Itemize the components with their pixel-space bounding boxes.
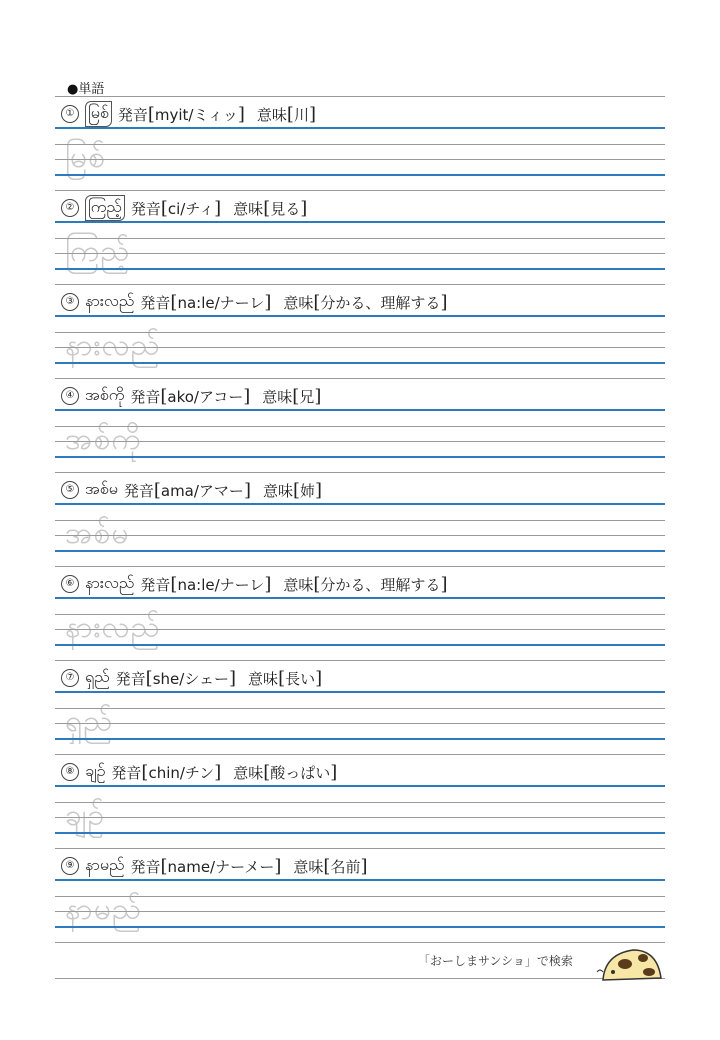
guide-rule xyxy=(55,896,665,897)
meaning-value: 分かる、理解する xyxy=(320,575,441,594)
entry-header xyxy=(61,477,322,503)
entry-word: အစ်ကို xyxy=(85,385,125,404)
blue-rule xyxy=(55,409,665,411)
entry-header xyxy=(61,571,447,597)
bracket-close: ] xyxy=(330,761,338,783)
guide-rule xyxy=(55,520,665,521)
blue-rule xyxy=(55,926,665,928)
guide-rule xyxy=(55,708,665,709)
gray-rule xyxy=(55,754,665,755)
pron-label: 発音 xyxy=(117,105,148,124)
gray-rule xyxy=(55,848,665,849)
guide-rule xyxy=(55,817,665,818)
blue-rule xyxy=(55,691,665,693)
trace-word: အစ်မ xyxy=(65,516,130,551)
trace-word: အစ်ကို xyxy=(65,422,142,457)
blue-rule xyxy=(55,550,665,552)
guide-rule xyxy=(55,159,665,160)
meaning-value: 兄 xyxy=(299,387,315,406)
entry-number: ⑨ xyxy=(61,857,79,875)
bracket-close: ] xyxy=(243,479,251,501)
meaning-value: 酸っぱい xyxy=(270,763,331,782)
pron-label: 発音 xyxy=(140,293,171,312)
bracket-open: [ xyxy=(286,103,294,125)
blue-rule xyxy=(55,597,665,599)
bracket-close: ] xyxy=(314,385,322,407)
pron-value: name/ナーメー xyxy=(167,857,275,876)
guide-rule xyxy=(55,332,665,333)
gray-rule xyxy=(55,978,665,979)
entry-word: ရှည် xyxy=(85,667,110,686)
blue-rule xyxy=(55,174,665,176)
entry-header xyxy=(61,289,447,315)
trace-word: ရှည် xyxy=(65,704,114,739)
gray-rule xyxy=(55,190,665,191)
blue-rule xyxy=(55,879,665,881)
blue-rule xyxy=(55,785,665,787)
guide-rule xyxy=(55,426,665,427)
blue-rule xyxy=(55,832,665,834)
pron-value: na:le/ナーレ xyxy=(177,293,265,312)
entry-header xyxy=(61,853,367,879)
bracket-open: [ xyxy=(160,197,168,219)
mascot-icon xyxy=(595,942,665,984)
blue-rule xyxy=(55,315,665,317)
bracket-open: [ xyxy=(263,197,271,219)
meaning-label: 意味 xyxy=(256,105,287,124)
guide-rule xyxy=(55,238,665,239)
entry-header xyxy=(61,101,316,127)
bracket-open: [ xyxy=(313,291,321,313)
entry-header xyxy=(61,195,307,221)
blue-rule xyxy=(55,738,665,740)
bracket-open: [ xyxy=(170,573,178,595)
meaning-value: 長い xyxy=(285,669,316,688)
entry-word: နားလည် xyxy=(85,291,135,310)
meaning-value: 見る xyxy=(270,199,301,218)
gray-rule xyxy=(55,660,665,661)
guide-rule xyxy=(55,144,665,145)
entry-number: ⑤ xyxy=(61,481,79,499)
entry-header xyxy=(61,665,322,691)
blue-rule xyxy=(55,644,665,646)
gray-rule xyxy=(55,284,665,285)
bracket-open: [ xyxy=(153,479,161,501)
pron-label: 発音 xyxy=(115,669,146,688)
pron-value: ci/チィ xyxy=(167,199,215,218)
blue-rule xyxy=(55,503,665,505)
gray-rule xyxy=(55,566,665,567)
bracket-close: ] xyxy=(214,197,222,219)
meaning-label: 意味 xyxy=(248,669,279,688)
blue-rule xyxy=(55,362,665,364)
bracket-open: [ xyxy=(263,761,271,783)
pron-value: chin/チン xyxy=(148,763,215,782)
meaning-value: 名前 xyxy=(330,857,361,876)
meaning-label: 意味 xyxy=(233,763,264,782)
bracket-open: [ xyxy=(170,291,178,313)
meaning-label: 意味 xyxy=(283,575,314,594)
meaning-label: 意味 xyxy=(283,293,314,312)
meaning-label: 意味 xyxy=(262,481,293,500)
bracket-close: ] xyxy=(243,385,251,407)
guide-rule xyxy=(55,802,665,803)
bracket-close: ] xyxy=(274,855,282,877)
guide-rule xyxy=(55,911,665,912)
entry-number: ⑦ xyxy=(61,669,79,687)
entry-word: ချဉ် xyxy=(85,761,106,780)
trace-word: နားလည် xyxy=(65,328,161,363)
gray-rule xyxy=(55,378,665,379)
bracket-open: [ xyxy=(145,667,153,689)
trace-word: ကြည့် xyxy=(65,234,131,269)
trace-word: မြစ် xyxy=(65,140,107,175)
bracket-close: ] xyxy=(315,667,323,689)
bracket-close: ] xyxy=(440,573,448,595)
entry-word: အစ်မ xyxy=(85,479,118,498)
bracket-open: [ xyxy=(147,103,155,125)
bracket-open: [ xyxy=(160,855,168,877)
meaning-label: 意味 xyxy=(293,857,324,876)
bracket-open: [ xyxy=(323,855,331,877)
blue-rule xyxy=(55,127,665,129)
gray-rule xyxy=(55,942,665,943)
trace-word: ချဉ် xyxy=(65,798,106,833)
bracket-close: ] xyxy=(360,855,368,877)
entry-word: ကြည့် xyxy=(85,195,125,221)
bracket-open: [ xyxy=(292,479,301,501)
pron-label: 発音 xyxy=(130,857,161,876)
gray-rule xyxy=(55,472,665,473)
footer-search-text: 「おーしまサンショ」で検索 xyxy=(418,954,573,968)
pron-label: 発音 xyxy=(130,199,161,218)
guide-rule xyxy=(55,535,665,536)
bracket-close: ] xyxy=(264,573,272,595)
entry-number: ② xyxy=(61,199,79,217)
guide-rule xyxy=(55,253,665,254)
entry-header xyxy=(61,383,321,409)
entry-number: ⑥ xyxy=(61,575,79,593)
entry-word: နာမည် xyxy=(85,855,125,874)
bracket-close: ] xyxy=(300,197,308,219)
bracket-close: ] xyxy=(308,103,316,125)
pron-label: 発音 xyxy=(123,481,154,500)
meaning-label: 意味 xyxy=(262,387,293,406)
bracket-close: ] xyxy=(237,103,245,125)
pron-value: na:le/ナーレ xyxy=(177,575,265,594)
bracket-close: ] xyxy=(315,479,323,501)
pron-value: myit/ミィッ xyxy=(154,105,238,124)
guide-rule xyxy=(55,347,665,348)
bracket-close: ] xyxy=(229,667,237,689)
blue-rule xyxy=(55,268,665,270)
blue-rule xyxy=(55,456,665,458)
entry-number: ① xyxy=(61,105,79,123)
meaning-value: 分かる、理解する xyxy=(320,293,441,312)
bracket-close: ] xyxy=(264,291,272,313)
entry-word: မြစ် xyxy=(85,101,112,127)
guide-rule xyxy=(55,614,665,615)
bracket-open: [ xyxy=(160,385,168,407)
pron-value: ako/アコー xyxy=(167,387,244,406)
entry-number: ③ xyxy=(61,293,79,311)
trace-word: နာမည် xyxy=(65,892,143,927)
bracket-close: ] xyxy=(214,761,222,783)
bracket-close: ] xyxy=(440,291,448,313)
meaning-value: 川 xyxy=(293,105,309,124)
pron-value: ama/アマー xyxy=(160,481,244,500)
pron-value: she/シェー xyxy=(152,669,230,688)
bracket-open: [ xyxy=(278,667,286,689)
entry-number: ④ xyxy=(61,387,79,405)
bracket-open: [ xyxy=(141,761,149,783)
pron-label: 発音 xyxy=(140,575,171,594)
section-title: ●単語 xyxy=(67,82,105,97)
bracket-open: [ xyxy=(313,573,321,595)
entry-header xyxy=(61,759,337,785)
trace-word: နားလည် xyxy=(65,610,161,645)
blue-rule xyxy=(55,221,665,223)
worksheet xyxy=(55,0,665,1040)
pron-label: 発音 xyxy=(111,763,142,782)
entry-number: ⑧ xyxy=(61,763,79,781)
meaning-value: 姉 xyxy=(300,481,316,500)
pron-label: 発音 xyxy=(130,387,161,406)
bracket-open: [ xyxy=(292,385,300,407)
meaning-label: 意味 xyxy=(233,199,264,218)
guide-rule xyxy=(55,723,665,724)
guide-rule xyxy=(55,441,665,442)
entry-word: နားလည် xyxy=(85,573,135,592)
guide-rule xyxy=(55,629,665,630)
